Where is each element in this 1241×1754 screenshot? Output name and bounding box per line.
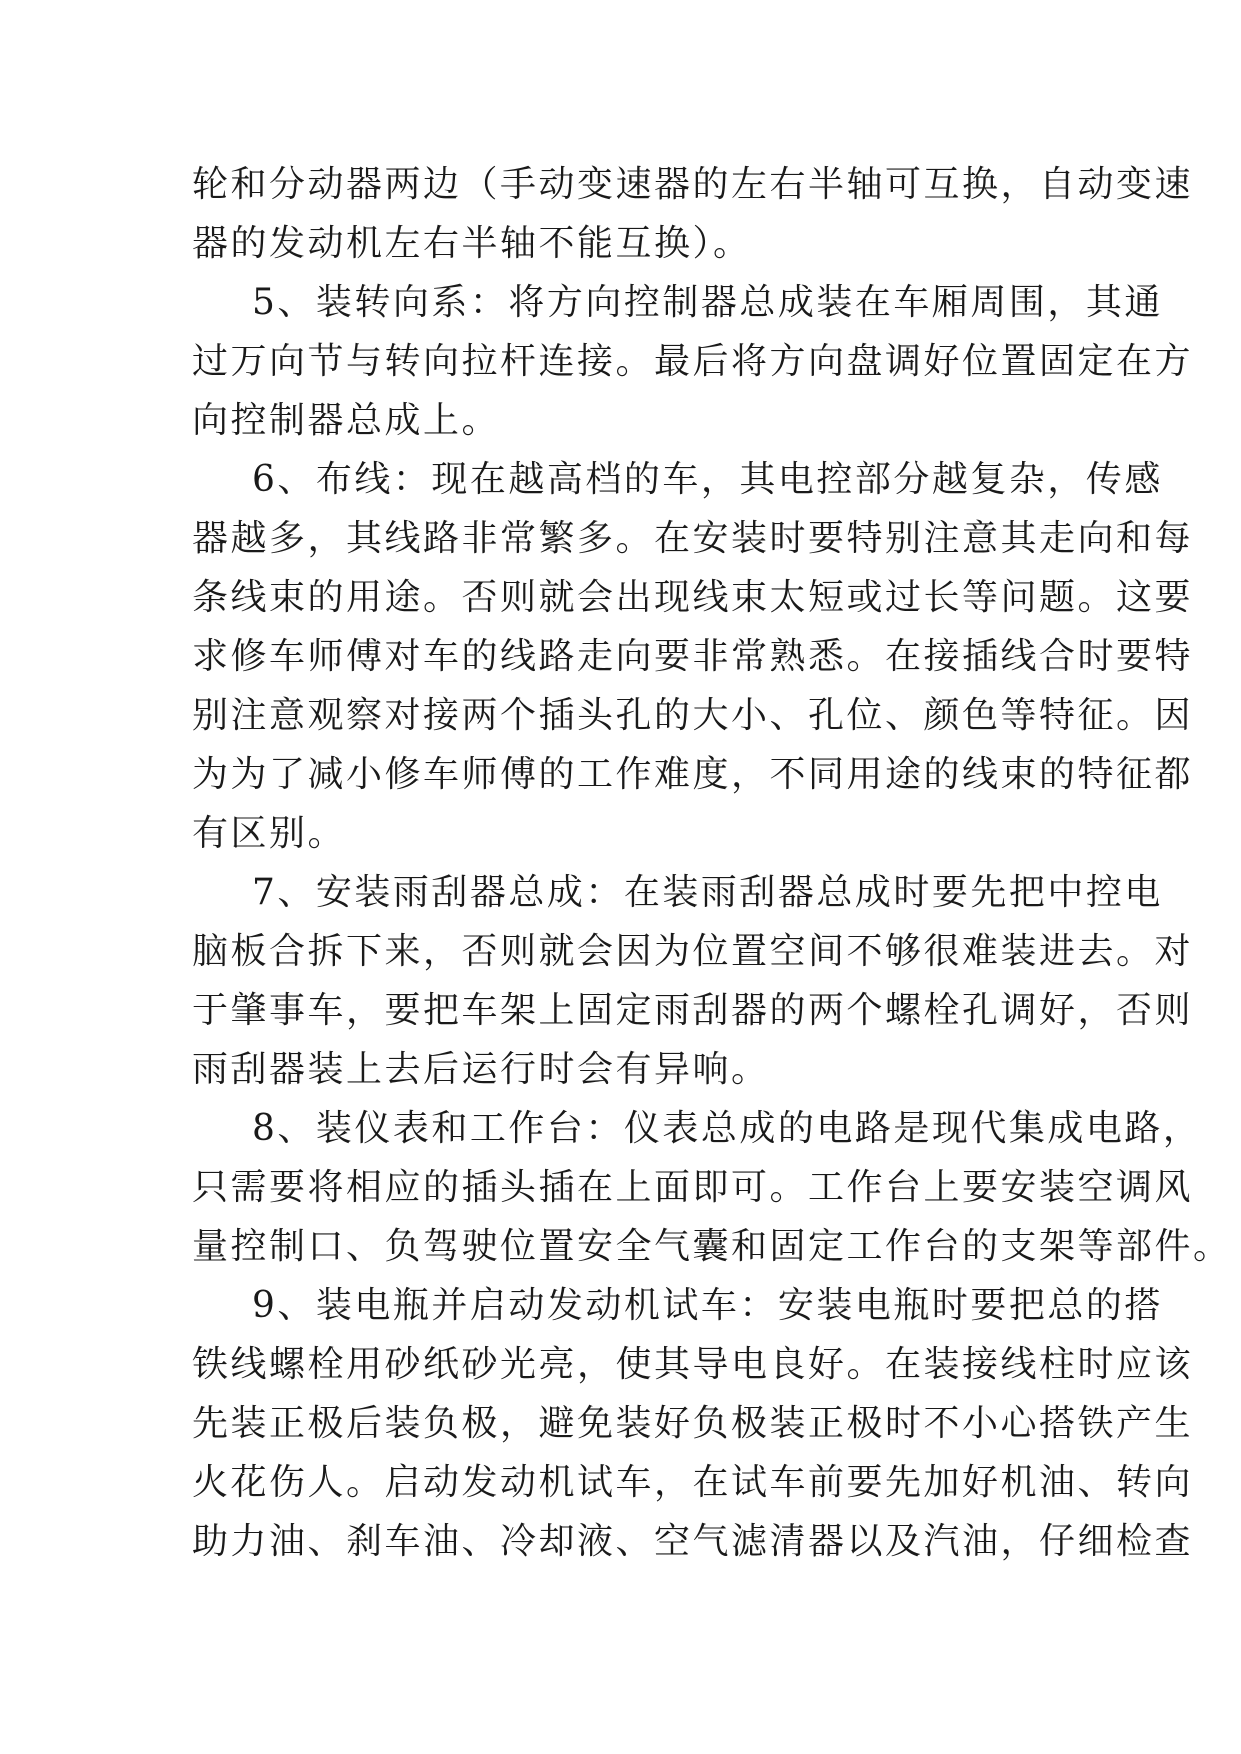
text-line: 于肇事车，要把车架上固定雨刮器的两个螺栓孔调好，否则 [192,990,1194,1031]
text-line: 轮和分动器两边（手动变速器的左右半轴可互换，自动变速 [192,164,1194,205]
text-line: 求修车师傅对车的线路走向要非常熟悉。在接插线合时要特 [192,636,1194,677]
text-line: 器的发动机左右半轴不能互换）。 [192,223,752,264]
text-line: 条线束的用途。否则就会出现线束太短或过长等问题。这要 [192,577,1194,618]
paragraph-first-line: 9、装电瓶并启动发动机试车：安装电瓶时要把总的搭 [252,1285,1163,1326]
text-line: 别注意观察对接两个插头孔的大小、孔位、颜色等特征。因 [192,695,1194,736]
text-line: 火花伤人。启动发动机试车，在试车前要先加好机油、转向 [192,1462,1194,1503]
paragraph-first-line: 6、布线：现在越高档的车，其电控部分越复杂，传感 [252,459,1163,500]
paragraph-first-line: 7、安装雨刮器总成：在装雨刮器总成时要先把中控电 [252,872,1163,913]
text-line: 器越多，其线路非常繁多。在安装时要特别注意其走向和每 [192,518,1194,559]
text-line: 有区别。 [192,813,347,854]
text-line: 脑板合拆下来，否则就会因为位置空间不够很难装进去。对 [192,931,1194,972]
text-line: 只需要将相应的插头插在上面即可。工作台上要安装空调风 [192,1167,1194,1208]
text-line: 先装正极后装负极，避免装好负极装正极时不小心搭铁产生 [192,1403,1194,1444]
text-line: 为为了减小修车师傅的工作难度，不同用途的线束的特征都 [192,754,1194,795]
text-line: 助力油、刹车油、冷却液、空气滤清器以及汽油，仔细检查 [192,1521,1194,1562]
text-line: 量控制口、负驾驶位置安全气囊和固定工作台的支架等部件。 [192,1226,1232,1267]
text-line: 雨刮器装上去后运行时会有异响。 [192,1049,770,1090]
body-text [192,155,1232,1571]
text-line: 铁线螺栓用砂纸砂光亮，使其导电良好。在装接线柱时应该 [192,1344,1194,1385]
paragraph-first-line: 5、装转向系：将方向控制器总成装在车厢周围，其通 [252,282,1163,323]
text-line: 过万向节与转向拉杆连接。最后将方向盘调好位置固定在方 [192,341,1194,382]
paragraph-first-line: 8、装仪表和工作台：仪表总成的电路是现代集成电路， [252,1108,1202,1149]
text-line: 向控制器总成上。 [192,400,501,441]
